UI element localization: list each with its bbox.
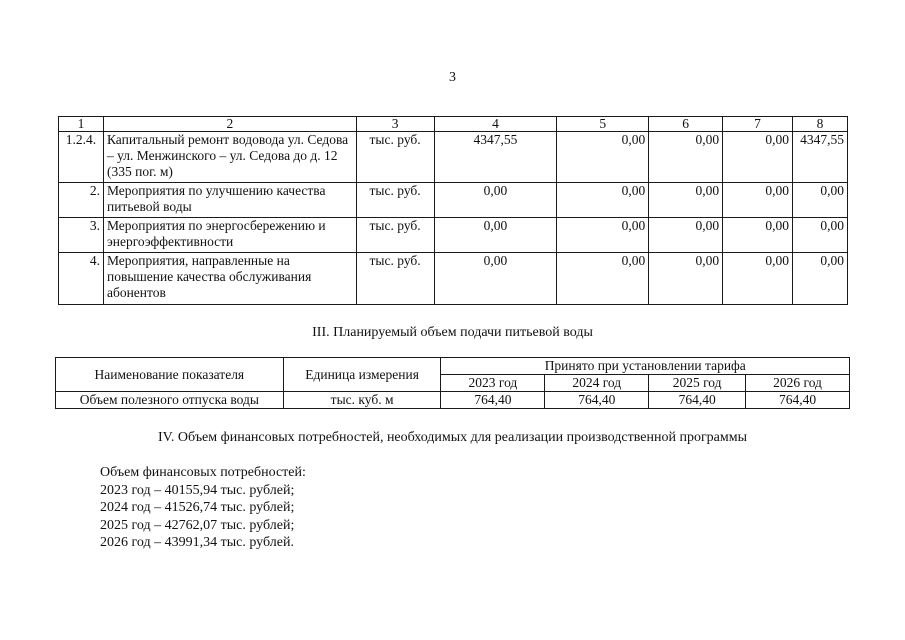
value-cell: 764,40 — [649, 392, 746, 409]
value-cell: 0,00 — [723, 253, 793, 305]
column-number: 1 — [59, 117, 104, 132]
value-cell: 0,00 — [649, 132, 723, 183]
program-measures-table — [58, 116, 848, 305]
value-cell: 764,40 — [441, 392, 545, 409]
value-cell: 0,00 — [649, 218, 723, 253]
column-number: 6 — [649, 117, 723, 132]
column-number: 8 — [792, 117, 847, 132]
value-cell: 0,00 — [792, 218, 847, 253]
column-number: 5 — [557, 117, 649, 132]
value-cell: 0,00 — [557, 253, 649, 305]
value-cell: 0,00 — [557, 218, 649, 253]
value-cell: 0,00 — [434, 253, 557, 305]
value-cell: 0,00 — [792, 183, 847, 218]
water-supply-volume-table — [55, 357, 850, 409]
year-header: 2023 год — [441, 375, 545, 392]
section-3-title: III. Планируемый объем подачи питьевой воды — [312, 325, 593, 340]
financial-year-line: 2024 год – 41526,74 тыс. рублей; — [100, 500, 295, 515]
section-4-title: IV. Объем финансовых потребностей, необходимых для реализации производственной программы — [157, 430, 748, 445]
table-row — [59, 183, 848, 218]
unit-cell: тыс. руб. — [356, 183, 434, 218]
table-row — [59, 132, 848, 183]
financial-needs-block — [100, 464, 306, 552]
row-index: 2. — [59, 183, 104, 218]
value-cell: 4347,55 — [434, 132, 557, 183]
unit-header: Единица измерения — [283, 358, 441, 392]
table-header-row — [59, 117, 848, 132]
row-index: 3. — [59, 218, 104, 253]
table-header-row — [56, 358, 850, 375]
unit-cell: тыс. руб. — [356, 218, 434, 253]
table-row — [59, 218, 848, 253]
value-cell: 0,00 — [792, 253, 847, 305]
unit-cell: тыс. куб. м — [283, 392, 441, 409]
value-cell: 0,00 — [434, 218, 557, 253]
financial-year-line: 2026 год – 43991,34 тыс. рублей. — [100, 535, 294, 550]
financial-year-line: 2023 год – 40155,94 тыс. рублей; — [100, 482, 295, 498]
tariff-group-header: Принято при установлении тарифа — [441, 358, 850, 375]
value-cell: 0,00 — [723, 183, 793, 218]
indicator-name: Объем полезного отпуска воды — [56, 392, 284, 409]
row-index: 4. — [59, 253, 104, 305]
column-number: 2 — [103, 117, 356, 132]
value-cell: 764,40 — [746, 392, 850, 409]
value-cell: 0,00 — [649, 183, 723, 218]
measure-name: Капитальный ремонт водовода ул. Седова – ул. Менжинского – ул. Седова до д. 12 (335 пог. м) — [103, 132, 356, 183]
measure-name: Мероприятия, направленные на повышение качества обслуживания абонентов — [103, 253, 356, 305]
financial-year-line: 2025 год – 42762,07 тыс. рублей; — [100, 517, 295, 533]
value-cell: 764,40 — [545, 392, 649, 409]
column-number: 3 — [356, 117, 434, 132]
row-index: 1.2.4. — [59, 132, 104, 183]
page-number: 3 — [449, 70, 456, 85]
value-cell: 0,00 — [557, 132, 649, 183]
column-number: 7 — [723, 117, 793, 132]
value-cell: 0,00 — [557, 183, 649, 218]
column-number: 4 — [434, 117, 557, 132]
table-row — [59, 253, 848, 305]
measure-name: Мероприятия по улучшению качества питьевой воды — [103, 183, 356, 218]
value-cell: 0,00 — [723, 218, 793, 253]
table-row — [56, 392, 850, 409]
value-cell: 0,00 — [723, 132, 793, 183]
year-header: 2026 год — [746, 375, 850, 392]
year-header: 2024 год — [545, 375, 649, 392]
year-header: 2025 год — [649, 375, 746, 392]
unit-cell: тыс. руб. — [356, 132, 434, 183]
value-cell: 4347,55 — [792, 132, 847, 183]
unit-cell: тыс. руб. — [356, 253, 434, 305]
value-cell: 0,00 — [434, 183, 557, 218]
financial-needs-heading: Объем финансовых потребностей: — [100, 465, 306, 480]
measure-name: Мероприятия по энергосбережению и энергоэффективности — [103, 218, 356, 253]
indicator-header: Наименование показателя — [56, 358, 284, 392]
value-cell: 0,00 — [649, 253, 723, 305]
